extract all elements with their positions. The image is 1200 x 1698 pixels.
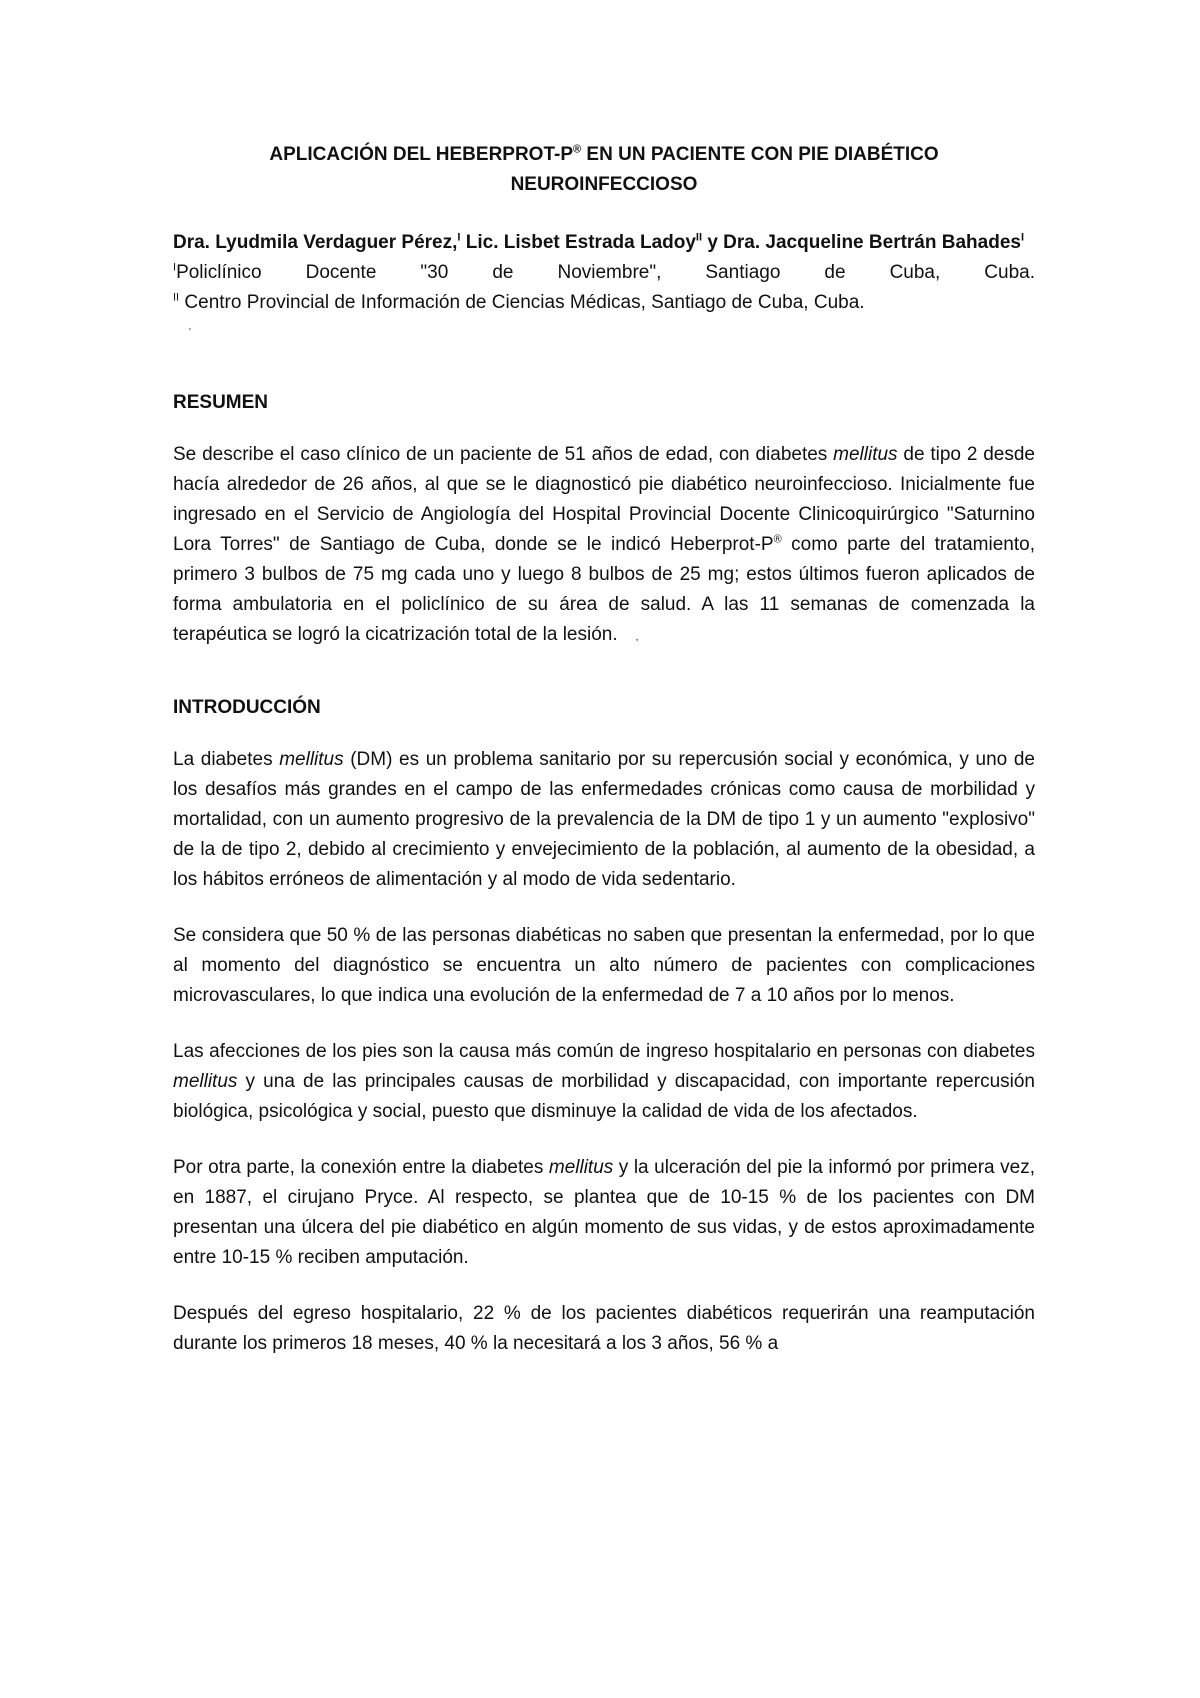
title-line1: APLICACIÓN DEL HEBERPROT-P® EN UN PACIENTE CON PIE DIABÉTICO: [269, 143, 939, 165]
intro-paragraph-5: Después del egreso hospitalario, 22 % de los pacientes diabéticos requerirán una reamputación durante los primeros 18 meses, 40 % la necesitará a los 3 años, 56 % a: [173, 1303, 1035, 1354]
article-title: [173, 140, 1035, 200]
affiliation-2: $^{II}$ Centro Provincial de Información de Ciencias Médicas, Santiago de Cuba, Cuba.: [173, 291, 865, 313]
authors-line: Dra. Lyudmila Verdaguer Pérez,$^I$ Lic. Lisbet Estrada Ladoy$^{II}$ y Dra. Jacqueline Bertrán Bahades$^I$: [173, 231, 1025, 253]
stray-mark: ,: [635, 632, 639, 643]
intro-paragraph-3: Las afecciones de los pies son la causa más común de ingreso hospitalario en personas con diabetes mellitus y una de las principales causas de morbilidad y discapacidad, con importante repercusión biológica, psicológica y social, puesto que disminuye la calidad de vida de los afectados.: [173, 1041, 1035, 1122]
title-line2: NEUROINFECCIOSO: [510, 174, 698, 195]
resumen-heading: RESUMEN: [173, 392, 269, 413]
affiliation-1: $^I$Policlínico Docente "30 de Noviembre", Santiago de Cuba, Cuba.: [173, 261, 1035, 283]
registered-mark: ®: [573, 143, 582, 156]
resumen-paragraph: Se describe el caso clínico de un paciente de 51 años de edad, con diabetes mellitus de tipo 2 desde hacía alrededor de 26 años, al que se le diagnosticó pie diabético neuroinfeccioso. Inicialmente fue ingresado en el Servicio de Angiología del Hospital Provincial Docente Clinicoquirúrgico "Saturnino Lora Torres" de Santiago de Cuba, donde se le indicó Heberprot-P® como parte del tratamiento, primero 3 bulbos de 75 mg cada uno y luego 8 bulbos de 25 mg; estos últimos fueron aplicados de forma ambulatoria en el policlínico de su área de salud. A las 11 semanas de comenzada la terapéutica se logró la cicatrización total de la lesión. ,: [173, 444, 1036, 645]
intro-paragraph-2: Se considera que 50 % de las personas diabéticas no saben que presentan la enfermedad, por lo que al momento del diagnóstico se encuentra un alto número de pacientes con complicaciones microvasculares, lo que indica una evolución de la enfermedad de 7 a 10 años por lo menos.: [173, 925, 1035, 1006]
author-1: Dra. Lyudmila Verdaguer Pérez,: [173, 232, 458, 253]
author-3: y Dra. Jacqueline Bertrán Bahades: [702, 232, 1021, 253]
intro-paragraph-1: La diabetes mellitus (DM) es un problema sanitario por su repercusión social y económica, y uno de los desafíos más grandes en el campo de las enfermedades crónicas como causa de morbilidad y mortalidad, con un aumento progresivo de la prevalencia de la DM de tipo 1 y un aumento "explosivo" de la de tipo 2, debido al crecimiento y envejecimiento de la población, al aumento de la obesidad, a los hábitos erróneos de alimentación y al modo de vida sedentario.: [173, 749, 1035, 890]
document-content: [173, 140, 1035, 1359]
author-2: Lic. Lisbet Estrada Ladoy: [460, 232, 696, 253]
stray-mark: ': [189, 327, 191, 338]
introduccion-heading: INTRODUCCIÓN: [173, 697, 321, 718]
intro-paragraph-4: Por otra parte, la conexión entre la diabetes mellitus y la ulceración del pie la informó por primera vez, en 1887, el cirujano Pryce. Al respecto, se plantea que de 10-15 % de los pacientes con DM presentan una úlcera del pie diabético en algún momento de sus vidas, y de estos aproximadamente entre 10-15 % reciben amputación.: [173, 1157, 1035, 1268]
